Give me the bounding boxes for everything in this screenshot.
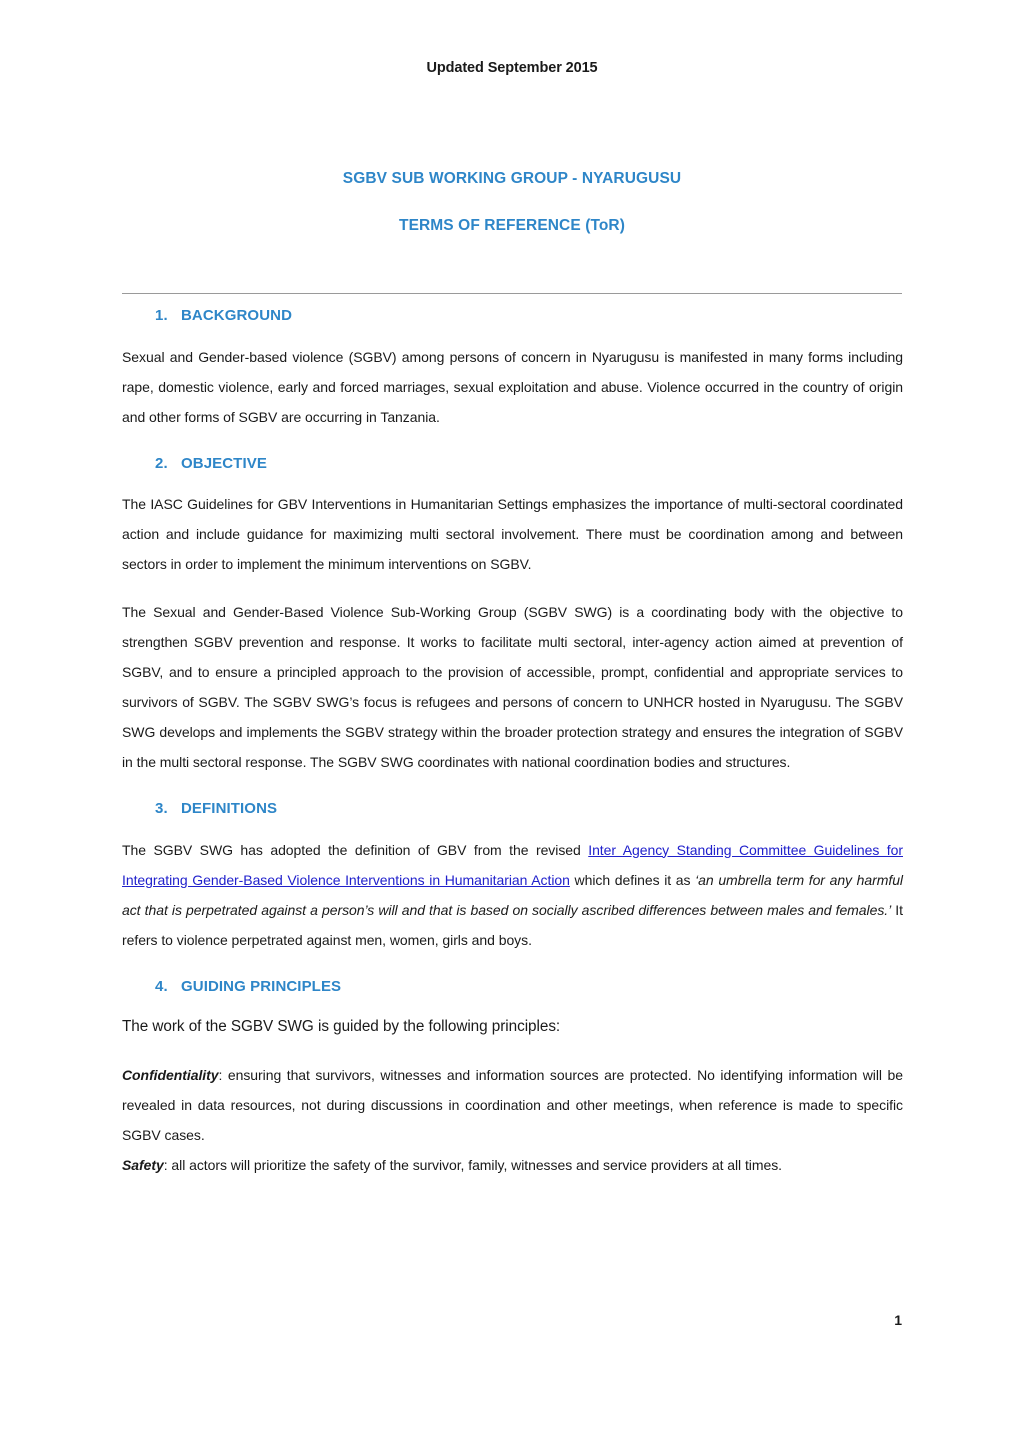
principle-separator-safety: :	[163, 1157, 172, 1173]
definitions-text-before-link: The SGBV SWG has adopted the definition of GBV from the revised	[122, 841, 589, 858]
section-heading-definitions	[122, 799, 903, 819]
section-number-objective: 2.	[155, 454, 168, 472]
document-body	[122, 306, 903, 1180]
section-label-background: BACKGROUND	[181, 307, 292, 324]
section-number-definitions: 3.	[155, 800, 168, 817]
background-paragraph-1: Sexual and Gender-based violence (SGBV) among persons of concern in Nyarugusu is manifested in many forms including rape, domestic violence, early and forced marriages, sexual exploitation and abuse. Violence occurred in the country of origin and other forms of SGBV are occurring in Tanzania.	[122, 348, 903, 425]
principle-text-confidentiality: ensuring that survivors, witnesses and information sources are protected. No identifying information will be revealed in data resources, not during discussions in coordination and other meetings, when reference is made to specific SGBV cases.	[122, 1067, 903, 1143]
section-heading-guiding-principles	[122, 977, 903, 997]
document-header-date: Updated September 2015	[426, 60, 598, 76]
iasc-guidelines-link[interactable]: Inter Agency Standing Committee Guidelines for Integrating Gender-Based Violence Interventions in Humanitarian Action	[122, 841, 903, 888]
section-label-objective: OBJECTIVE	[181, 454, 267, 472]
principle-separator-confidentiality: :	[218, 1067, 228, 1083]
principle-label-safety: Safety	[122, 1157, 164, 1173]
principle-confidentiality	[122, 1060, 903, 1150]
definitions-text-after-link: which defines it as	[569, 871, 696, 888]
section-heading-background	[122, 306, 903, 326]
document-title-block	[0, 170, 1024, 235]
horizontal-divider	[122, 293, 902, 294]
principle-safety	[122, 1150, 903, 1180]
definitions-gbv-quote: ‘an umbrella term for any harmful act that is perpetrated against a person’s will and that is based on socially ascribed differences between males and females.’	[122, 871, 903, 918]
section-heading-objective	[122, 454, 903, 474]
objective-paragraph-1: The IASC Guidelines for GBV Interventions in Humanitarian Settings emphasizes the importance of multi-sectoral coordinated action and include guidance for maximizing multi sectoral involvement. There must be coordination among and between sectors in order to implement the minimum interventions on SGBV.	[122, 496, 903, 572]
section-number-background: 1.	[155, 307, 168, 324]
page-number: 1	[894, 1312, 902, 1328]
definitions-paragraph	[122, 835, 903, 955]
definitions-text-end: It refers to violence perpetrated against men, women, girls and boys.	[122, 901, 903, 948]
objective-paragraph-2: The Sexual and Gender-Based Violence Sub-Working Group (SGBV SWG) is a coordinating body with the objective to strengthen SGBV prevention and response. It works to facilitate multi sectoral, inter-agency action aimed at prevention of SGBV, and to ensure a principled approach to the provision of accessible, prompt, confidential and appropriate services to survivors of SGBV. The SGBV SWG’s focus is refugees and persons of concern to UNHCR hosted in Nyarugusu. The SGBV SWG develops and implements the SGBV strategy within the broader protection strategy and ensures the integration of SGBV in the multi sectoral response. The SGBV SWG coordinates with national coordination bodies and structures.	[122, 604, 903, 770]
section-label-definitions: DEFINITIONS	[181, 800, 278, 817]
document-title-line-1: SGBV SUB WORKING GROUP - NYARUGUSU	[342, 170, 682, 187]
guiding-principles-lead: The work of the SGBV SWG is guided by the following principles:	[122, 1018, 561, 1035]
principle-label-confidentiality: Confidentiality	[122, 1067, 219, 1083]
section-label-guiding-principles: GUIDING PRINCIPLES	[181, 977, 342, 995]
document-title-line-2: TERMS OF REFERENCE (ToR)	[399, 216, 625, 234]
principle-text-safety: all actors will prioritize the safety of the survivor, family, witnesses and service providers at all times.	[171, 1157, 782, 1173]
section-number-guiding-principles: 4.	[155, 977, 168, 995]
